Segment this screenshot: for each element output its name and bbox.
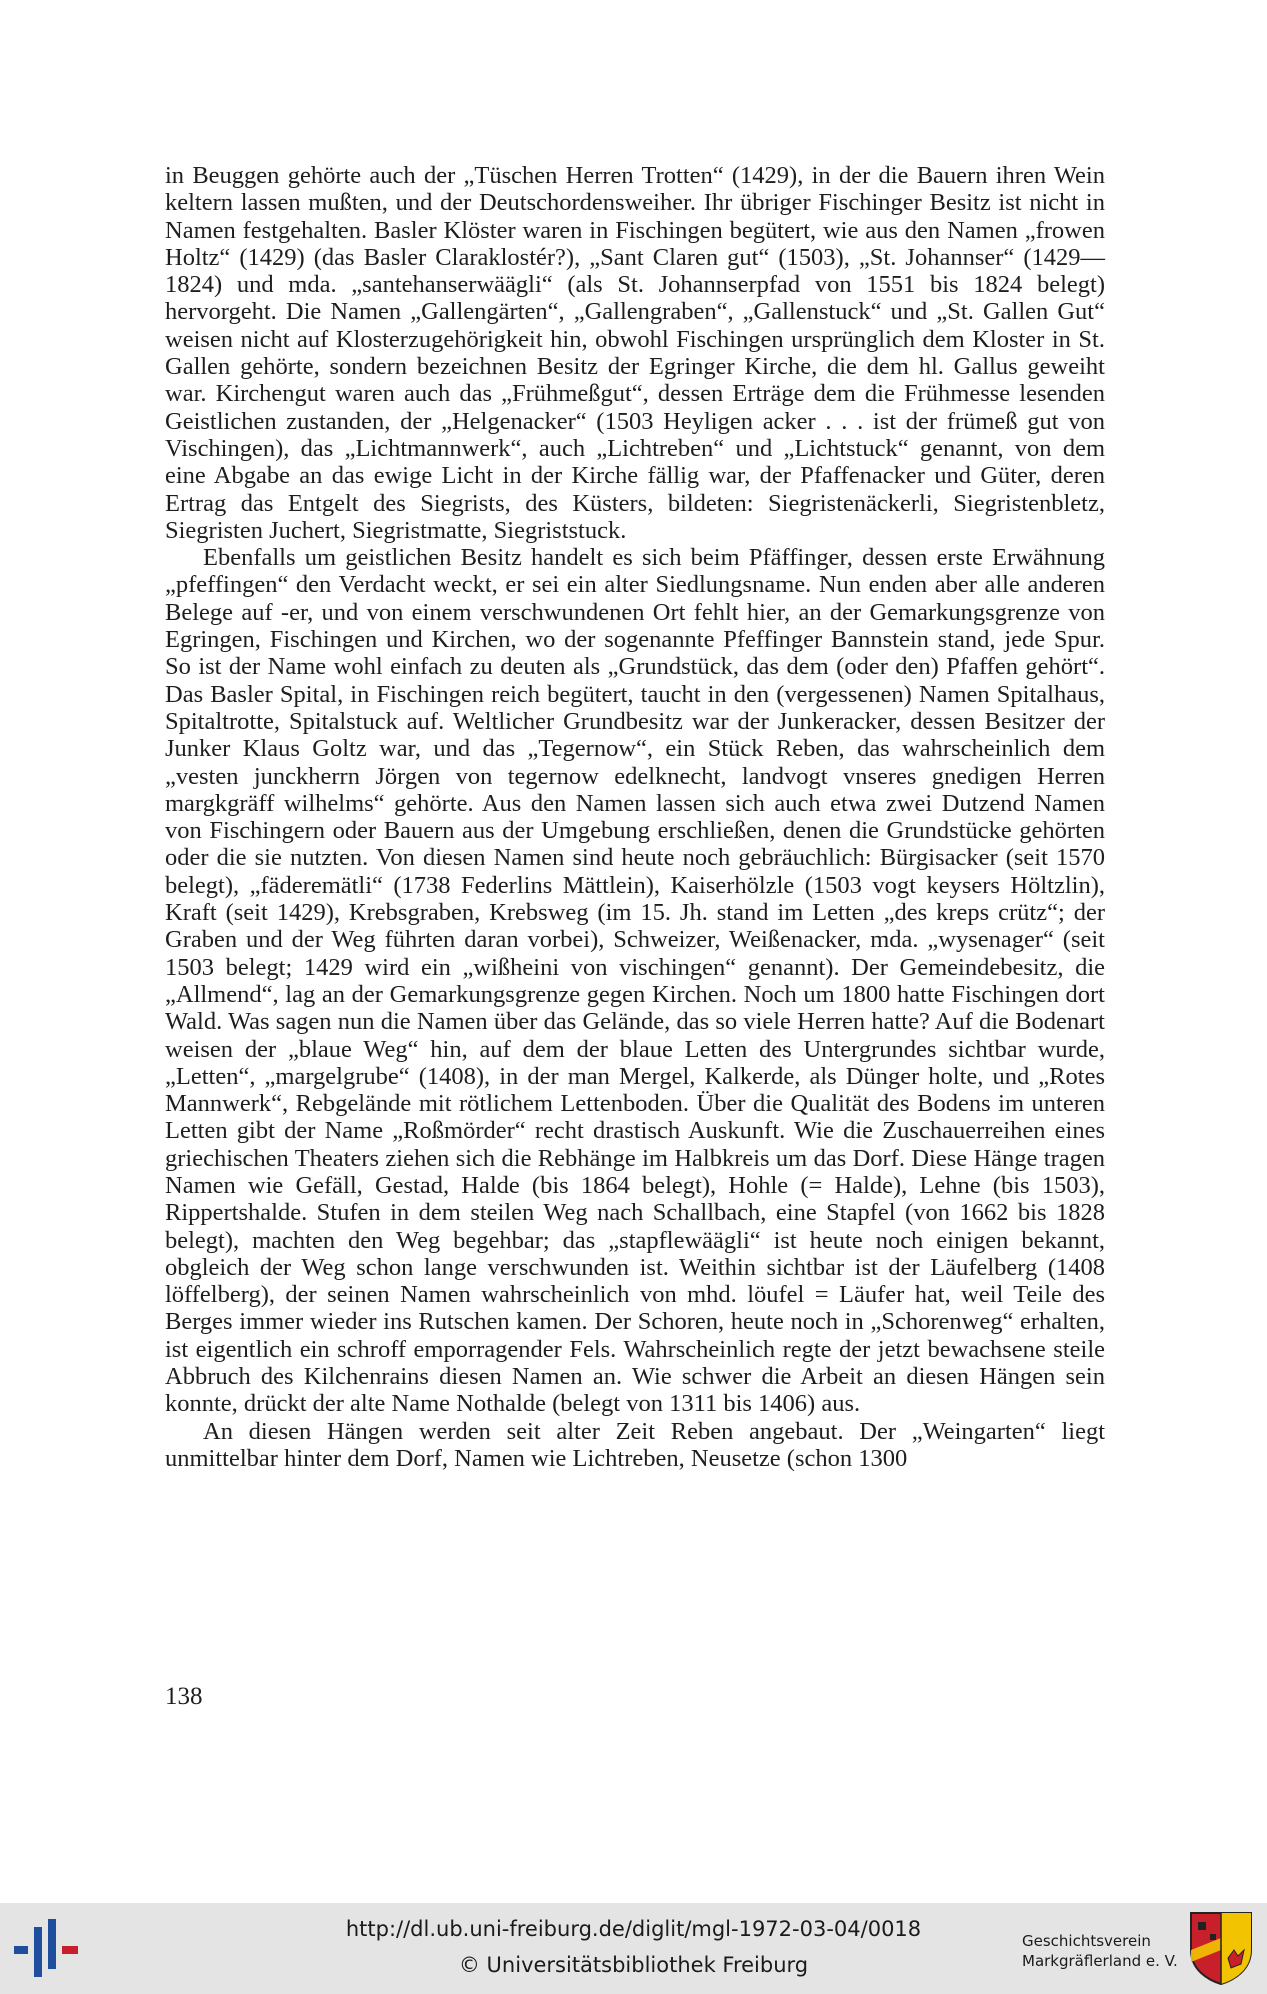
page-number: 138 bbox=[165, 1683, 203, 1710]
society-crest-icon bbox=[1188, 1910, 1254, 1986]
society-line-1: Geschichtsverein bbox=[1022, 1932, 1151, 1950]
copyright-notice: © Universitätsbibliothek Freiburg bbox=[458, 1953, 809, 1977]
society-name bbox=[1022, 1931, 1178, 1971]
paragraph-1: in Beuggen gehörte auch der „Tüschen Herren Trotten“ (1429), in der die Bauern ihren Wein keltern lassen mußten, und der Deutschordensweiher. Ihr übriger Fischinger Besitz ist nicht in Namen festgehalten. Basler Klöster waren in Fischingen begütert, wie aus den Namen „frowen Holtz“ (1429) (das Basler Claraklostér?), „Sant Claren gut“ (1503), „St. Johannser“ (1429—1824) und mda. „santehanserwäägli“ (als St. Johannserpfad von 1551 bis 1824 belegt) hervorgeht. Die Namen „Gallengärten“, „Gallengraben“, „Gallenstuck“ und „St. Gallen Gut“ weisen nicht auf Klosterzugehörigkeit hin, obwohl Fischingen ursprünglich dem Kloster in St. Gallen gehörte, sondern bezeichnen Besitz der Egringer Kirche, die dem hl. Gallus geweiht war. Kirchengut waren auch das „Frühmeßgut“, dessen Erträge dem die Frühmesse lesenden Geistlichen zustanden, der „Helgenacker“ (1503 Heyligen acker . . . ist der frümeß gut von Vischingen), das „Lichtmannwerk“, auch „Lichtreben“ und „Lichtstuck“ genannt, von dem eine Abgabe an das ewige Licht in der Kirche fällig war, der Pfaffenacker und Güter, deren Ertrag das Entgelt des Siegrists, des Küsters, bildeten: Siegristenäckerli, Siegristenbletz, Siegristen Juchert, Siegristmatte, Siegriststuck. bbox=[165, 162, 1105, 544]
body-text bbox=[165, 162, 1105, 1472]
paragraph-3: An diesen Hängen werden seit alter Zeit Reben angebaut. Der „Weingarten“ liegt unmittelbar hinter dem Dorf, Namen wie Lichtreben, Neusetze (schon 1300 bbox=[165, 1417, 1105, 1472]
society-line-2: Markgräflerland e. V. bbox=[1022, 1952, 1178, 1970]
paragraph-2: Ebenfalls um geistlichen Besitz handelt es sich beim Pfäffinger, dessen erste Erwähnung „pfeffingen“ den Verdacht weckt, er sei ein alter Siedlungsname. Nun enden aber alle anderen Belege auf -er, und von einem verschwundenen Ort fehlt hier, an der Gemarkungsgrenze von Egringen, Fischingen und Kirchen, wo der sogenannte Pfeffinger Bannstein stand, jede Spur. So ist der Name wohl einfach zu deuten als „Grundstück, das dem (oder den) Pfaffen gehört“. Das Basler Spital, in Fischingen reich begütert, taucht in den (vergessenen) Namen Spitalhaus, Spitaltrotte, Spitalstuck auf. Weltlicher Grundbesitz war der Junkeracker, dessen Besitzer der Junker Klaus Goltz war, und das „Tegernow“, ein Stück Reben, das wahrscheinlich dem „vesten junckherrn Jörgen von tegernow edelknecht, landvogt vnseres gnedigen Herren margkgräff wilhelms“ gehörte. Aus den Namen lassen sich auch etwa zwei Dutzend Namen von Fischingern oder Bauern aus der Umgebung erschließen, denen die Grundstücke gehörten oder die sie nutzten. Von diesen Namen sind heute noch gebräuchlich: Bürgisacker (seit 1570 belegt), „fäderemätli“ (1738 Federlins Mättlein), Kaiserhölzle (1503 vogt keysers Höltzlin), Kraft (seit 1429), Krebsgraben, Krebsweg (im 15. Jh. stand im Letten „des kreps crütz“; der Graben und der Weg führten daran vorbei), Schweizer, Weißenacker, mda. „wysenager“ (seit 1503 belegt; 1429 wird ein „wißheini von vischingen“ genannt). Der Gemeindebesitz, die „Allmend“, lag an der Gemarkungsgrenze gegen Kirchen. Noch um 1800 hatte Fischingen dort Wald. Was sagen nun die Namen über das Gelände, das so viele Herren hatte? Auf die Bodenart weisen der „blaue Weg“ hin, auf dem der blaue Letten des Untergrundes sichtbar wurde, „Letten“, „margelgrube“ (1408), in der man Mergel, Kalkerde, als Dünger holte, und „Rotes Mannwerk“, Rebgelände mit rötlichem Lettenboden. Über die Qualität des Bodens im unteren Letten gibt der Name „Roßmörder“ recht drastisch Auskunft. Wie die Zuschauerreihen eines griechischen Theaters ziehen sich die Rebhänge im Halbkreis um das Dorf. Diese Hänge tragen Namen wie Gefäll, Gestad, Halde (bis 1864 belegt), Hohle (= Halde), Lehne (bis 1503), Rippertshalde. Stufen in dem steilen Weg nach Schallbach, eine Stapfel (von 1662 bis 1828 belegt), machten den Weg begehbar; das „stapflewäägli“ ist heute noch einigen bekannt, obgleich der Weg schon lange verschwunden ist. Weithin sichtbar ist der Läufelberg (1408 löffelberg), der seinen Namen wahrscheinlich von mhd. löufel = Läufer hat, weil Teile des Berges immer wieder ins Rutschen kamen. Der Schoren, heute noch in „Schorenweg“ erhalten, ist eigentlich ein schroff emporragender Fels. Wahrscheinlich regte der jetzt bewachsene steile Abbruch des Kilchenrains diesen Namen an. Wie schwer die Arbeit an diesen Hängen sein konnte, drückt der alte Name Nothalde (belegt von 1311 bis 1406) aus. bbox=[165, 544, 1105, 1418]
footer-bar bbox=[0, 1903, 1267, 1994]
permalink-url[interactable]: http://dl.ub.uni-freiburg.de/diglit/mgl-1972-03-04/0018 bbox=[345, 1917, 922, 1941]
